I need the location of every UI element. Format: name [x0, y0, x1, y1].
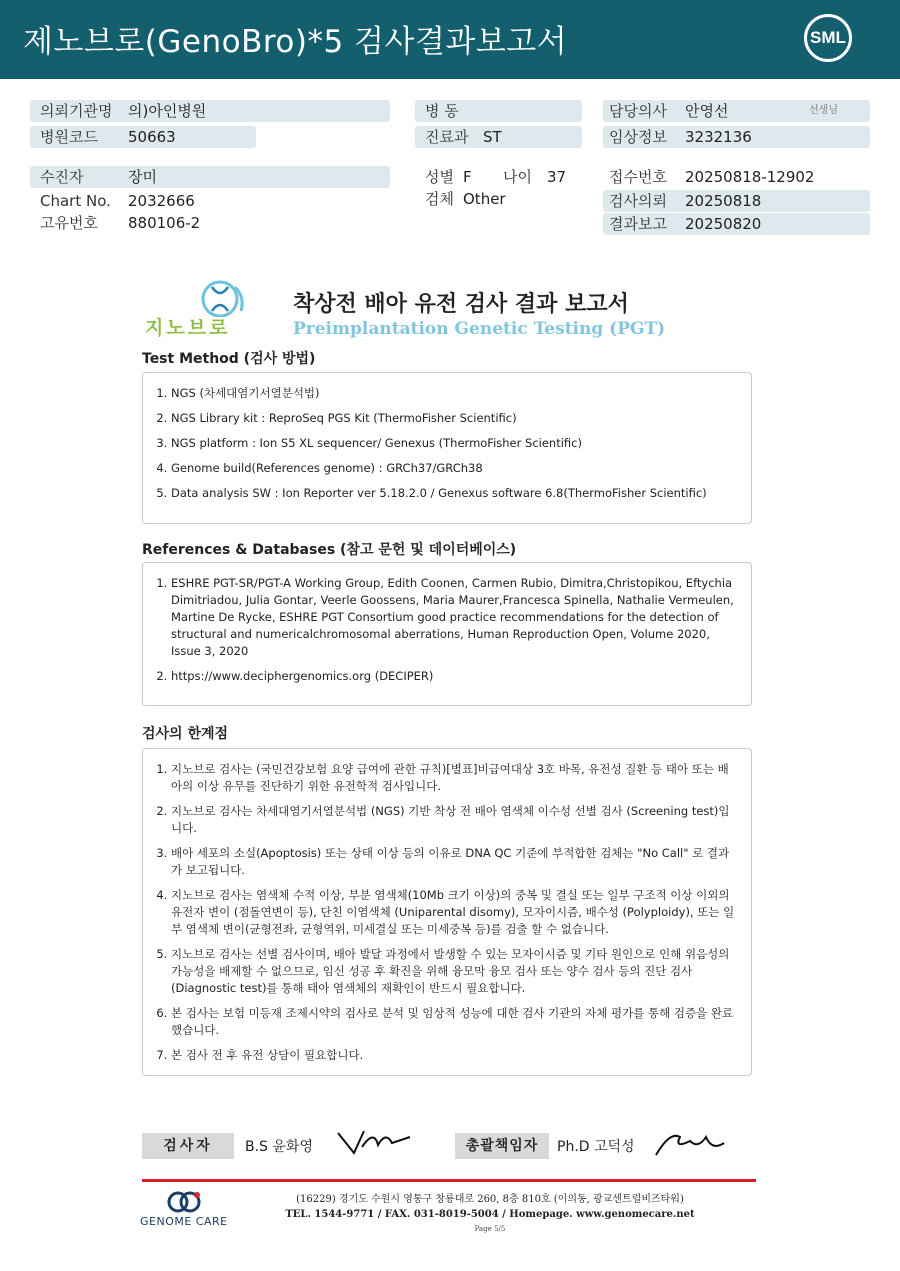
chart-label: Chart No. [40, 192, 111, 210]
director-name: Ph.D 고덕성 [557, 1139, 635, 1155]
footer-divider [142, 1179, 756, 1182]
request-value: 20250818 [685, 192, 762, 210]
doctor-value: 안영선 [685, 102, 729, 120]
director-signature-icon [650, 1127, 730, 1161]
code-field [30, 126, 256, 148]
report-header-bar [0, 0, 900, 79]
doctor-field [603, 100, 870, 122]
receipt-field [603, 166, 870, 188]
doctor-label: 담당의사 [609, 102, 667, 120]
limitations-box [142, 748, 752, 1076]
tester-name: B.S 윤화영 [245, 1139, 313, 1155]
receipt-value: 20250818-12902 [685, 168, 815, 186]
age-value: 37 [547, 168, 567, 186]
lim-item: 5. 지노브로 검사는 선별 검사이며, 배아 발달 과정에서 발생할 수 있는 모자이시즘 및 기타 원인으로 인해 위음성의 가능성을 배제할 수 없으므로, 임신 성공 후 확진을 위해 융모막 융모 검사 또는 양수 검사 등의 진단 검사 (Diagnostic test)를 통해 태아 염색체의 재확인이 반드시 필요합니다. [171, 946, 739, 997]
code-label: 병원코드 [40, 128, 98, 146]
receipt-label: 접수번호 [609, 168, 667, 186]
ref-item: 2. https://www.deciphergenomics.org (DECIPER) [171, 668, 739, 685]
footer-page-number: Page 5/5 [474, 1225, 506, 1233]
tm-item: 1. NGS (차세대염기서열분석법) [171, 385, 739, 402]
chart-value: 2032666 [128, 192, 195, 210]
lim-item: 7. 본 검사 전 후 유전 상담이 필요합니다. [171, 1047, 739, 1064]
tm-item: 2. NGS Library kit : ReproSeq PGS Kit (ThermoFisher Scientific) [171, 410, 739, 427]
code-value: 50663 [128, 128, 176, 146]
lim-item: 2. 지노브로 검사는 차세대염기서열분석법 (NGS) 기반 착상 전 배아 염색체 이수성 선별 검사 (Screening test)입니다. [171, 803, 739, 837]
age-label: 나이 [503, 168, 532, 186]
lim-item: 1. 지노브로 검사는 (국민건강보험 요양 급여에 관한 규칙)[별표]비급여대상 3호 바목, 유전성 질환 등 태아 또는 배아의 이상 유무를 진단하기 위한 유전학적 검사입니다. [171, 761, 739, 795]
hospital-label: 의뢰기관명 [40, 102, 113, 120]
clinical-field [603, 126, 870, 148]
tester-signature-icon [334, 1127, 414, 1161]
specimen-field [415, 188, 585, 210]
chart-field [30, 190, 390, 212]
footer-info [285, 1192, 695, 1237]
patient-value: 장미 [128, 168, 157, 186]
limitations-title: 검사의 한계점 [142, 726, 229, 742]
ward-label: 병 동 [425, 102, 459, 120]
tester-label: 검사자 [142, 1133, 234, 1159]
specimen-label: 검체 [425, 190, 454, 208]
limitations-list [143, 761, 751, 1064]
tm-item: 4. Genome build(References genome) : GRCh37/GRCh38 [171, 460, 739, 477]
result-label: 결과보고 [609, 215, 667, 233]
dept-field [415, 126, 582, 148]
references-box [142, 562, 752, 706]
clinical-value: 3232136 [685, 128, 752, 146]
pgt-header [145, 275, 755, 345]
footer-contact: TEL. 1544-9771 / FAX. 031-8019-5004 / Homepage. www.genomecare.net [285, 1209, 695, 1220]
unique-value: 880106-2 [128, 214, 201, 232]
pgt-title-korean: 착상전 배아 유전 검사 결과 보고서 [293, 292, 629, 317]
report-title: 제노브로(GenoBro)*5 검사결과보고서 [23, 24, 568, 60]
specimen-value: Other [463, 190, 506, 208]
dept-label: 진료과 [425, 128, 469, 146]
tm-item: 5. Data analysis SW : Ion Reporter ver 5.18.2.0 / Genexus software 6.8(ThermoFisher Scientific) [171, 485, 739, 502]
clinical-label: 임상정보 [609, 128, 667, 146]
pgt-title-english: Preimplantation Genetic Testing (PGT) [293, 319, 666, 339]
lim-item: 4. 지노브로 검사는 염색체 수적 이상, 부분 염색체(10Mb 크기 이상)의 중복 및 결실 또는 일부 구조적 이상 이외의 유전자 변이 (점돌연변이 등), 단친 이염색체 (Uniparental disomy), 모자이시즘, 배수성 (Polyploidy), 또는 일부 염색체 변이(균형전좌, 균형역위, 미세결실 또는 미세중복 등)를 검출 할 수 없습니다. [171, 887, 739, 938]
unique-label: 고유번호 [40, 214, 98, 232]
hospital-field [30, 100, 390, 122]
director-label: 총괄책임자 [455, 1133, 549, 1159]
request-label: 검사의뢰 [609, 192, 667, 210]
sml-logo [804, 14, 852, 62]
ward-field [415, 100, 582, 122]
dna-logo-icon [145, 277, 255, 317]
hospital-value: 의)아인병원 [128, 102, 207, 120]
tm-item: 3. NGS platform : Ion S5 XL sequencer/ Genexus (ThermoFisher Scientific) [171, 435, 739, 452]
genomecare-logo-text: GENOME CARE [140, 1215, 228, 1228]
test-method-list [143, 385, 751, 502]
signature-row [142, 1133, 762, 1159]
sex-age-field [415, 166, 585, 188]
lim-item: 6. 본 검사는 보험 미등재 조제시약의 검사로 분석 및 임상적 성능에 대한 검사 기관의 자체 평가를 통해 검증을 완료했습니다. [171, 1005, 739, 1039]
patient-field [30, 166, 390, 188]
sex-label: 성별 [425, 168, 454, 186]
genobro-logo [145, 277, 255, 341]
result-field [603, 213, 870, 235]
lim-item: 3. 배아 세포의 소실(Apoptosis) 또는 상태 이상 등의 이유로 DNA QC 기준에 부적합한 검체는 "No Call" 로 결과가 보고됩니다. [171, 845, 739, 879]
request-field [603, 190, 870, 212]
test-method-box [142, 372, 752, 524]
unique-field [30, 212, 390, 234]
genobro-logo-text: 지노브로 [145, 317, 231, 339]
footer-address: (16229) 경기도 수원시 영통구 창룡대로 260, 8층 810호 (이의동, 광교센트럴비즈타워) [296, 1194, 684, 1205]
references-title: References & Databases (참고 문헌 및 데이터베이스) [142, 542, 517, 558]
dept-value: ST [483, 128, 502, 146]
sex-value: F [463, 168, 472, 186]
result-value: 20250820 [685, 215, 762, 233]
genomecare-logo [140, 1190, 235, 1230]
test-method-title: Test Method (검사 방법) [142, 351, 316, 367]
ref-item: 1. ESHRE PGT-SR/PGT-A Working Group, Edith Coonen, Carmen Rubio, Dimitra,Christopikou, Eftychia Dimitriadou, Julia Gontar, Veerle Goossens, Maria Maurer,Francesca Spinella, Nathalie Vermeulen, Martine De Rycke, ESHRE PGT Consortium good practice recommendations for the detection of structural and numericalchromosomal aberrations, Human Reproduction Open, Volume 2020, Issue 3, 2020 [171, 575, 739, 660]
sml-logo-text: SML [810, 28, 846, 47]
references-list [143, 575, 751, 685]
genomecare-logo-icon [166, 1190, 206, 1214]
doctor-suffix: 선생님 [809, 105, 838, 116]
patient-label: 수진자 [40, 168, 84, 186]
